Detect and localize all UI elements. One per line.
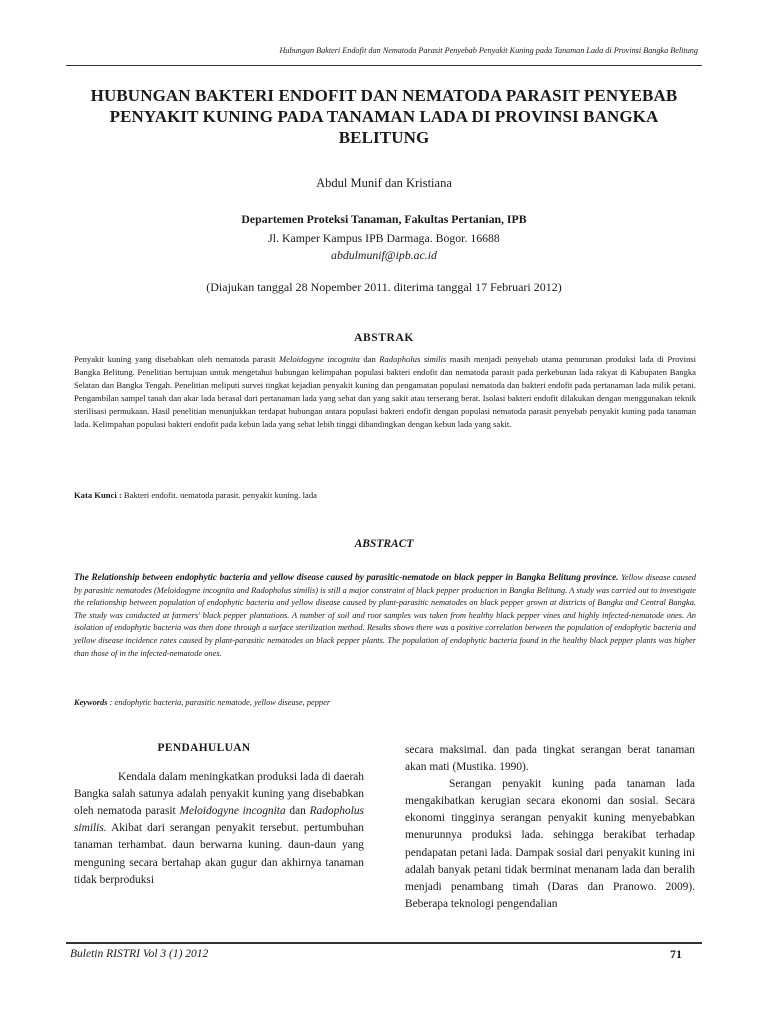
footer-rule xyxy=(66,942,702,944)
species-name: Radopholus similis xyxy=(379,354,447,364)
species-name: Meloidogyne incognita xyxy=(278,354,360,364)
email-link[interactable]: abdulmunif@ipb.ac.id xyxy=(331,248,437,262)
species-name: Radopholus similis. xyxy=(74,805,364,835)
abstract-body xyxy=(74,571,696,660)
species-name: Meloidogyne incognita xyxy=(179,805,286,818)
kata-kunci-text: Bakteri endofit. nematoda parasit. penyakit kuning. lada xyxy=(121,490,317,500)
submission-dates: (Diajukan tanggal 28 Nopember 2011. diterima tanggal 17 Februari 2012) xyxy=(206,280,562,294)
paragraph-text: dan xyxy=(285,805,310,818)
paragraph: secara maksimal. dan pada tingkat serangan berat tanaman akan mati (Mustika. 1990). xyxy=(405,744,695,774)
department: Departemen Proteksi Tanaman, Fakultas Pertanian, IPB xyxy=(241,212,527,226)
right-column xyxy=(405,742,695,913)
abstract-text: Yellow disease caused by parasitic nematodes (Meloidogyne incognita and Radopholus similis) is still a major constraint of black pepper production in Bangka Belitung. A study was carried out to investigate the relationship between population of endophytic bacteria and yellow disease caused by plant-parasitic nematodes on black pepper grown at districts of Bangka and Central Bangka. The study was conducted at farmers' black pepper plantations. A number of soil and root samples was taken from healthy black pepper vines and highly infected-nematode ones. An isolation of endophytic bacteria was then done through a surface sterilization method. Results shows there was a positive correlation between the population of endophytic bacteria and yellow disease incidence rates caused by plant-parasitic nematodes on black pepper plants. The population of endophytic bacteria found in the healthy black pepper plants was higher than those of in the infected-nematode ones. xyxy=(74,573,696,658)
section-heading: PENDAHULUAN xyxy=(157,742,251,754)
journal-citation: Buletin RISTRI Vol 3 (1) 2012 xyxy=(70,948,209,960)
header-rule xyxy=(66,65,702,66)
abstrak-body xyxy=(74,353,696,430)
left-column xyxy=(74,740,364,889)
abstract-title: The Relationship between endophytic bacteria and yellow disease caused by parasitic-nematode on black pepper in Bangka Belitung province. xyxy=(74,572,619,582)
abstrak-text: Penyakit kuning yang disebabkan oleh nematoda parasit xyxy=(74,354,279,364)
keywords-text: : endophytic bacteria, parasitic nematode, yellow disease, pepper xyxy=(107,698,331,707)
abstrak-heading: ABSTRAK xyxy=(354,332,414,344)
keywords xyxy=(74,698,696,707)
paragraph-text: Akibat dari serangan penyakit tersebut. pertumbuhan tanaman terhambat. daun berwarna kuning. daun-daun yang menguning secara bertahap akan gugur dan akhirnya tanaman tidak berproduksi xyxy=(74,822,364,886)
running-head: Hubungan Bakteri Endofit dan Nematoda Parasit Penyebab Penyakit Kuning pada Tanaman Lada di Provinsi Bangka Belitung xyxy=(279,46,698,55)
abstrak-text: masih menjadi penyebab utama penurunan produksi lada di Provinsi Bangka Belitung. Penelitian bertujuan untuk mengetahui hubungan kelimpahan populasi bakteri endofit dan nematoda parasit pada perkebunan lada rakyat di Kabupaten Bangka Selatan dan Bangka Tengah. Penelitian meliputi survei tingkat kejadian penyakit kuning dan pengamatan populasi nematoda dan bakteri endofit pada pertanaman lada milik petani. Pengambilan sampel tanah dan akar lada berasal dari pertanaman lada yang sehat dan yang sakit atau terserang berat. Isolasi bakteri endofit dilakukan dengan menggunakan teknik sterilisasi permukaan. Hasil penelitian menunjukkan terdapat hubungan antara populasi bakteri endofit dengan populasi nematoda parasit penyebab penyakit kuning pada tanaman lada. Kelimpahan populasi bakteri endofit pada kebun lada yang sehat lebih tinggi dibandingkan dengan kebun lada yang sakit. xyxy=(74,354,696,429)
paper-title: HUBUNGAN BAKTERI ENDOFIT DAN NEMATODA PARASIT PENYEBAB PENYAKIT KUNING PADA TANAMAN LADA DI PROVINSI BANGKA BELITUNG xyxy=(90,86,678,147)
abstract-heading: ABSTRACT xyxy=(354,538,414,550)
abstrak-text: dan xyxy=(359,354,380,364)
keywords-label: Keywords xyxy=(74,698,108,707)
paragraph xyxy=(74,769,364,889)
paragraph-text: Kendala dalam meningkatkan produksi lada di daerah Bangka salah satunya adalah penyakit kuning yang disebabkan oleh nematoda parasit xyxy=(74,771,364,818)
page-number: 71 xyxy=(670,947,682,961)
paragraph: Serangan penyakit kuning pada tanaman lada mengakibatkan kerugian secara ekonomi dan sosial. Secara ekonomi tingginya serangan penyakit kuning menyebabkan menurunnya produksi lada. sehingga berakibat terhadap pendapatan petani lada. Dampak sosial dari penyakit kuning ini adalah banyak petani tidak berminat menanam lada dan beralih menjadi penambang timah (Daras dan Pranowo. 2009). Beberapa teknologi pengendalian xyxy=(405,778,695,910)
kata-kunci-label: Kata Kunci : xyxy=(74,490,122,500)
address: Jl. Kamper Kampus IPB Darmaga. Bogor. 16688 xyxy=(268,231,500,245)
authors: Abdul Munif dan Kristiana xyxy=(316,176,452,190)
kata-kunci xyxy=(74,490,696,500)
